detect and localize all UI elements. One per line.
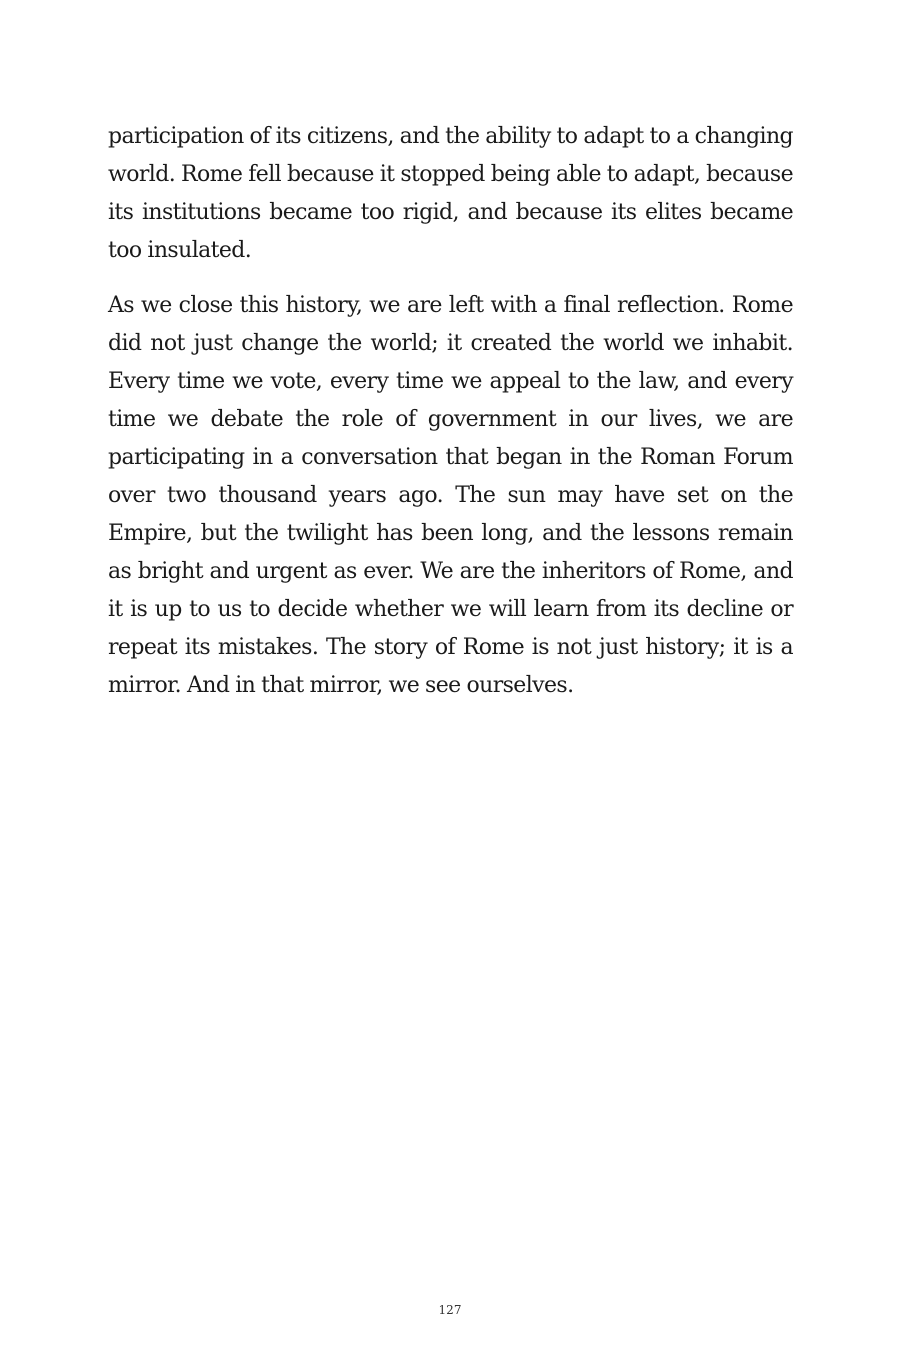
page-number: 127 (438, 1303, 462, 1317)
body-text (108, 118, 793, 722)
paragraph-continuation: participation of its citizens, and the ability to adapt to a changing world. Rome fell because it stopped being able to adapt, because its institutions became too rigid, and because its elites became too insulated. (108, 124, 793, 263)
paragraph-final-reflection: As we close this history, we are left with a final reflection. Rome did not just change the world; it created the world we inhabit. Every time we vote, every time we appeal to the law, and every time we debate the role of government in our lives, we are participating in a conversation that began in the Roman Forum over two thousand years ago. The sun may have set on the Empire, but the twilight has been long, and the lessons remain as bright and urgent as ever. We are the inheritors of Rome, and it is up to us to decide whether we will learn from its decline or repeat its mistakes. The story of Rome is not just history; it is a mirror. And in that mirror, we see ourselves. (108, 293, 793, 698)
